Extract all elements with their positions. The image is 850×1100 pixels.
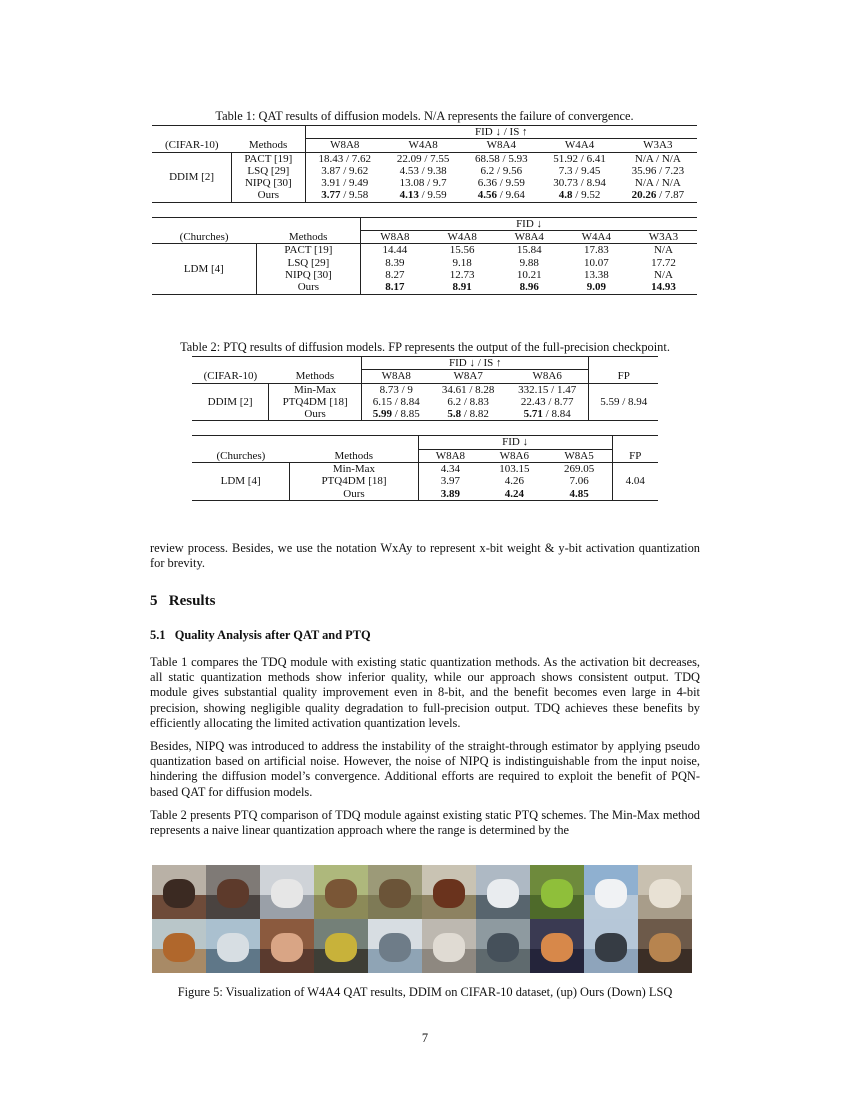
- table-row: [152, 244, 697, 257]
- blank-cell: [192, 357, 269, 370]
- result-cell: 15.84: [516, 244, 542, 257]
- result-cell: 4.53 / 9.38: [399, 164, 447, 177]
- column-header: W8A8: [305, 139, 384, 152]
- column-header: W8A4: [496, 231, 563, 244]
- result-cell: [547, 488, 612, 501]
- blank-cell: [269, 357, 362, 370]
- result-cell: 5.8 / 8.82: [430, 408, 505, 421]
- thumbnail-subject: [487, 933, 519, 963]
- result-cell: 6.36 / 9.59: [477, 177, 525, 190]
- result-cell: N/A / N/A: [634, 152, 681, 165]
- fid-value: 8.96: [519, 281, 539, 294]
- blank-cell: [232, 126, 305, 139]
- table1-caption: Table 1: QAT results of diffusion models. N/A represents the failure of convergence.: [215, 109, 634, 123]
- thumbnail-subject: [271, 879, 303, 909]
- fid-value: 8.17: [385, 281, 405, 294]
- fid-value: 4.8: [558, 189, 573, 202]
- fp-value: 5.59 / 8.94: [589, 383, 658, 421]
- metric-header: FID ↓: [361, 217, 697, 230]
- fid-value: 5.8: [447, 408, 462, 421]
- thumbnail-subject: [595, 933, 627, 963]
- result-cell: 3.77 / 9.58: [305, 189, 384, 202]
- result-cell: 8.27: [361, 269, 429, 281]
- column-header: W4A4: [540, 139, 618, 152]
- table1-churches: [152, 217, 697, 295]
- method-name: PACT [19]: [256, 244, 360, 257]
- table-row: [152, 177, 697, 189]
- result-cell: 8.39: [361, 257, 429, 269]
- thumbnail-car: [206, 865, 260, 919]
- column-header: W4A8: [429, 231, 496, 244]
- result-cell: 51.92 / 6.41: [553, 152, 606, 165]
- result-cell: 22.09 / 7.55: [396, 152, 450, 165]
- subsection-title: 5.1 Quality Analysis after QAT and PTQ: [150, 628, 371, 642]
- column-header: W8A6: [506, 370, 589, 383]
- fp-value: 4.04: [612, 463, 658, 501]
- thumbnail-frog: [530, 865, 584, 919]
- thumbnail-subject: [379, 933, 411, 963]
- thumbnail-subject: [595, 879, 627, 909]
- blank-cell: [612, 436, 658, 449]
- result-cell: 35.96 / 7.23: [631, 164, 685, 177]
- fp-header: FP: [612, 449, 658, 462]
- result-cell: [361, 281, 429, 294]
- thumbnail-animal: [260, 919, 314, 973]
- fid-value: 4.85: [569, 487, 589, 500]
- result-cell: 6.15 / 8.84: [362, 396, 431, 408]
- methods-header: Methods: [256, 231, 360, 244]
- column-header: W4A4: [563, 231, 630, 244]
- fid-value: 4.13: [399, 189, 419, 202]
- method-name: LSQ [29]: [256, 257, 360, 269]
- thumbnail-subject: [433, 879, 465, 909]
- result-cell: [496, 281, 563, 294]
- result-cell: 7.06: [569, 475, 589, 488]
- table-row: [152, 189, 697, 202]
- model-label: DDIM [2]: [192, 383, 269, 421]
- fid-value: 4.56: [477, 189, 498, 202]
- method-name: Ours: [232, 189, 305, 202]
- thumbnail-subject: [217, 879, 249, 909]
- thumbnail-subject: [163, 933, 195, 963]
- thumbnail-subject: [649, 933, 681, 963]
- result-cell: 4.56 / 9.64: [462, 189, 540, 202]
- dataset-label: (CIFAR-10): [152, 139, 232, 152]
- result-cell: N/A: [653, 268, 673, 281]
- fid-value: 8.91: [452, 281, 472, 294]
- result-cell: 332.15 / 1.47: [518, 383, 577, 396]
- thumbnail-subject: [217, 933, 249, 963]
- paragraph-2: Besides, NIPQ was introduced to address the instability of the straight-through estimator by applying pseudo quantization based on artificial noise. However, the noise of NIPQ is indistinguishable from the input noise, hindering the diffusion model’s convergence. Additional efforts are required to exploit the benefit of PQN-based QAT for diffusion models.: [150, 739, 700, 799]
- result-cell: 9.18: [452, 256, 472, 269]
- result-cell: [429, 281, 496, 294]
- result-cell: 4.26: [504, 475, 524, 488]
- column-header: W8A8: [418, 449, 482, 462]
- result-cell: 14.44: [361, 244, 429, 257]
- thumbnail-horse-rider: [152, 865, 206, 919]
- table-row: [152, 165, 697, 177]
- result-cell: 4.8 / 9.52: [540, 189, 618, 202]
- thumbnail-airplane: [584, 865, 638, 919]
- fid-value: 3.89: [440, 487, 460, 500]
- paragraph-3: Table 2 presents PTQ comparison of TDQ module against existing static PTQ schemes. The Min-Max method represents a naive linear quantization approach where the range is determined by the: [150, 808, 700, 838]
- result-cell: 3.87 / 9.62: [305, 165, 384, 177]
- table2-churches: [192, 435, 658, 500]
- result-cell: 30.73 / 8.94: [553, 177, 606, 190]
- figure-5-image-grid: [152, 865, 692, 973]
- table1: [152, 125, 697, 295]
- fid-value: 3.77: [321, 189, 341, 202]
- column-header: W8A8: [362, 370, 431, 383]
- result-cell: N/A: [653, 244, 673, 257]
- result-cell: 13.38: [583, 268, 609, 281]
- thumbnail-deer: [314, 865, 368, 919]
- table-row: [192, 463, 658, 476]
- result-cell: 13.08 / 9.7: [399, 177, 447, 190]
- thumbnail-subject: [541, 879, 573, 909]
- thumbnail-cat: [422, 919, 476, 973]
- thumbnail-subject: [163, 879, 195, 909]
- result-cell: 103.15: [499, 463, 530, 476]
- blank-cell: [152, 126, 232, 139]
- result-cell: 269.05: [563, 463, 595, 476]
- method-name: PTQ4DM [18]: [269, 396, 362, 408]
- column-header: W8A6: [482, 449, 547, 462]
- thumbnail-subject: [325, 879, 357, 909]
- methods-header: Methods: [232, 139, 305, 152]
- result-cell: 17.83: [583, 244, 609, 257]
- fp-header: FP: [589, 370, 658, 383]
- result-cell: 15.56: [449, 244, 475, 257]
- result-cell: 4.13 / 9.59: [384, 189, 462, 202]
- fid-value: 5.99: [372, 408, 392, 421]
- figure-5-caption: Figure 5: Visualization of W4A4 QAT results, DDIM on CIFAR-10 dataset, (up) Ours (Down) LSQ: [177, 985, 673, 999]
- column-header: W8A5: [547, 449, 612, 462]
- section-title: 5 Results: [150, 593, 216, 609]
- thumbnail-subject: [487, 879, 519, 909]
- result-cell: 17.72: [651, 256, 676, 269]
- result-cell: 6.2 / 8.83: [447, 395, 489, 408]
- thumbnail-airplane: [584, 919, 638, 973]
- result-cell: 9.88: [519, 256, 539, 269]
- model-label: LDM [4]: [192, 463, 290, 501]
- blank-cell: [589, 357, 658, 370]
- result-cell: 3.91 / 9.49: [305, 177, 384, 189]
- thumbnail-cat: [530, 919, 584, 973]
- fid-value: 20.26: [631, 189, 657, 202]
- result-cell: 4.34: [418, 463, 482, 476]
- dataset-label: (CIFAR-10): [192, 370, 269, 383]
- result-cell: 18.43 / 7.62: [305, 152, 384, 165]
- blank-cell: [152, 217, 256, 230]
- metric-header: FID ↓ / IS ↑: [305, 126, 697, 139]
- thumbnail-car: [260, 865, 314, 919]
- thumbnail-truck: [314, 919, 368, 973]
- fid-value: 9.09: [586, 281, 606, 294]
- table2-cifar: [192, 356, 658, 421]
- result-cell: [418, 488, 482, 501]
- result-cell: [482, 488, 547, 501]
- thumbnail-subject: [379, 879, 411, 909]
- thumbnail-ship: [476, 865, 530, 919]
- thumbnail-frog: [476, 919, 530, 973]
- model-label: DDIM [2]: [152, 152, 232, 202]
- thumbnail-subject: [649, 879, 681, 909]
- metric-header: FID ↓: [418, 436, 612, 449]
- intro-paragraph: review process. Besides, we use the notation WxAy to represent x-bit weight & y-bit activation quantization for brevity.: [150, 541, 700, 571]
- column-header: W8A7: [430, 370, 505, 383]
- method-name: Ours: [269, 408, 362, 421]
- result-cell: 8.73 / 9: [362, 383, 431, 396]
- thumbnail-subject: [271, 933, 303, 963]
- result-cell: N/A / N/A: [634, 177, 681, 190]
- thumbnail-dog: [638, 919, 692, 973]
- result-cell: [630, 281, 697, 294]
- thumbnail-ship: [368, 919, 422, 973]
- thumbnail-subject: [541, 933, 573, 963]
- column-header: W4A8: [384, 139, 462, 152]
- table-row: [152, 152, 697, 165]
- method-name: Min-Max: [290, 463, 418, 476]
- result-cell: 5.71 / 8.84: [506, 408, 589, 421]
- model-label: LDM [4]: [152, 244, 256, 294]
- metric-header: FID ↓ / IS ↑: [362, 357, 589, 370]
- result-cell: 7.3 / 9.45: [558, 164, 601, 177]
- fid-value: 4.24: [504, 487, 524, 500]
- result-cell: 68.58 / 5.93: [475, 152, 528, 165]
- table1-cifar: [152, 125, 697, 203]
- result-cell: 20.26 / 7.87: [619, 189, 697, 202]
- result-cell: 3.97: [418, 475, 482, 487]
- dataset-label: (Churches): [192, 449, 290, 462]
- method-name: Ours: [290, 488, 418, 501]
- thumbnail-ship: [206, 919, 260, 973]
- thumbnail-horse: [422, 865, 476, 919]
- methods-header: Methods: [269, 370, 362, 383]
- table2-caption: Table 2: PTQ results of diffusion models. FP represents the output of the full-precision checkpoint.: [180, 340, 670, 354]
- thumbnail-bird: [368, 865, 422, 919]
- thumbnail-dog: [638, 865, 692, 919]
- table-row: [192, 383, 658, 396]
- fid-value: 14.93: [651, 281, 676, 294]
- page-number: 7: [421, 1031, 429, 1045]
- result-cell: 5.99 / 8.85: [362, 408, 431, 421]
- table2: [192, 356, 658, 501]
- blank-cell: [192, 436, 290, 449]
- result-cell: 10.07: [583, 256, 609, 269]
- method-name: PACT [19]: [232, 152, 305, 165]
- result-cell: 34.61 / 8.28: [441, 383, 495, 396]
- method-name: PTQ4DM [18]: [290, 475, 418, 487]
- result-cell: 10.21: [516, 268, 542, 281]
- result-cell: 22.43 / 8.77: [520, 395, 574, 408]
- thumbnail-dog: [152, 919, 206, 973]
- fid-value: 5.71: [523, 408, 543, 421]
- method-name: NIPQ [30]: [232, 177, 305, 189]
- method-name: NIPQ [30]: [256, 269, 360, 281]
- result-cell: 6.2 / 9.56: [480, 164, 523, 177]
- blank-cell: [256, 217, 360, 230]
- paragraph-1: Table 1 compares the TDQ module with existing static quantization methods. As the activation bit decreases, all static quantization methods show inferior quality, while our approach shows consistent output. TDQ module gives substantial quality improvement even in 8-bit, and the benefit becomes even large in 4-bit precision, showing negligible quality degradation to full-precision output. TDQ achieves these benefits by efficiently allocating the limited activation quantization levels.: [150, 655, 700, 730]
- thumbnail-subject: [433, 933, 465, 963]
- result-cell: [563, 281, 630, 294]
- column-header: W8A8: [361, 231, 429, 244]
- column-header: W3A3: [619, 139, 697, 152]
- result-cell: 12.73: [449, 268, 475, 281]
- thumbnail-subject: [325, 933, 357, 963]
- method-name: Min-Max: [269, 383, 362, 396]
- blank-cell: [290, 436, 418, 449]
- dataset-label: (Churches): [152, 231, 256, 244]
- column-header: W3A3: [630, 231, 697, 244]
- methods-header: Methods: [290, 449, 418, 462]
- method-name: Ours: [256, 281, 360, 294]
- column-header: W8A4: [462, 139, 540, 152]
- method-name: LSQ [29]: [232, 165, 305, 177]
